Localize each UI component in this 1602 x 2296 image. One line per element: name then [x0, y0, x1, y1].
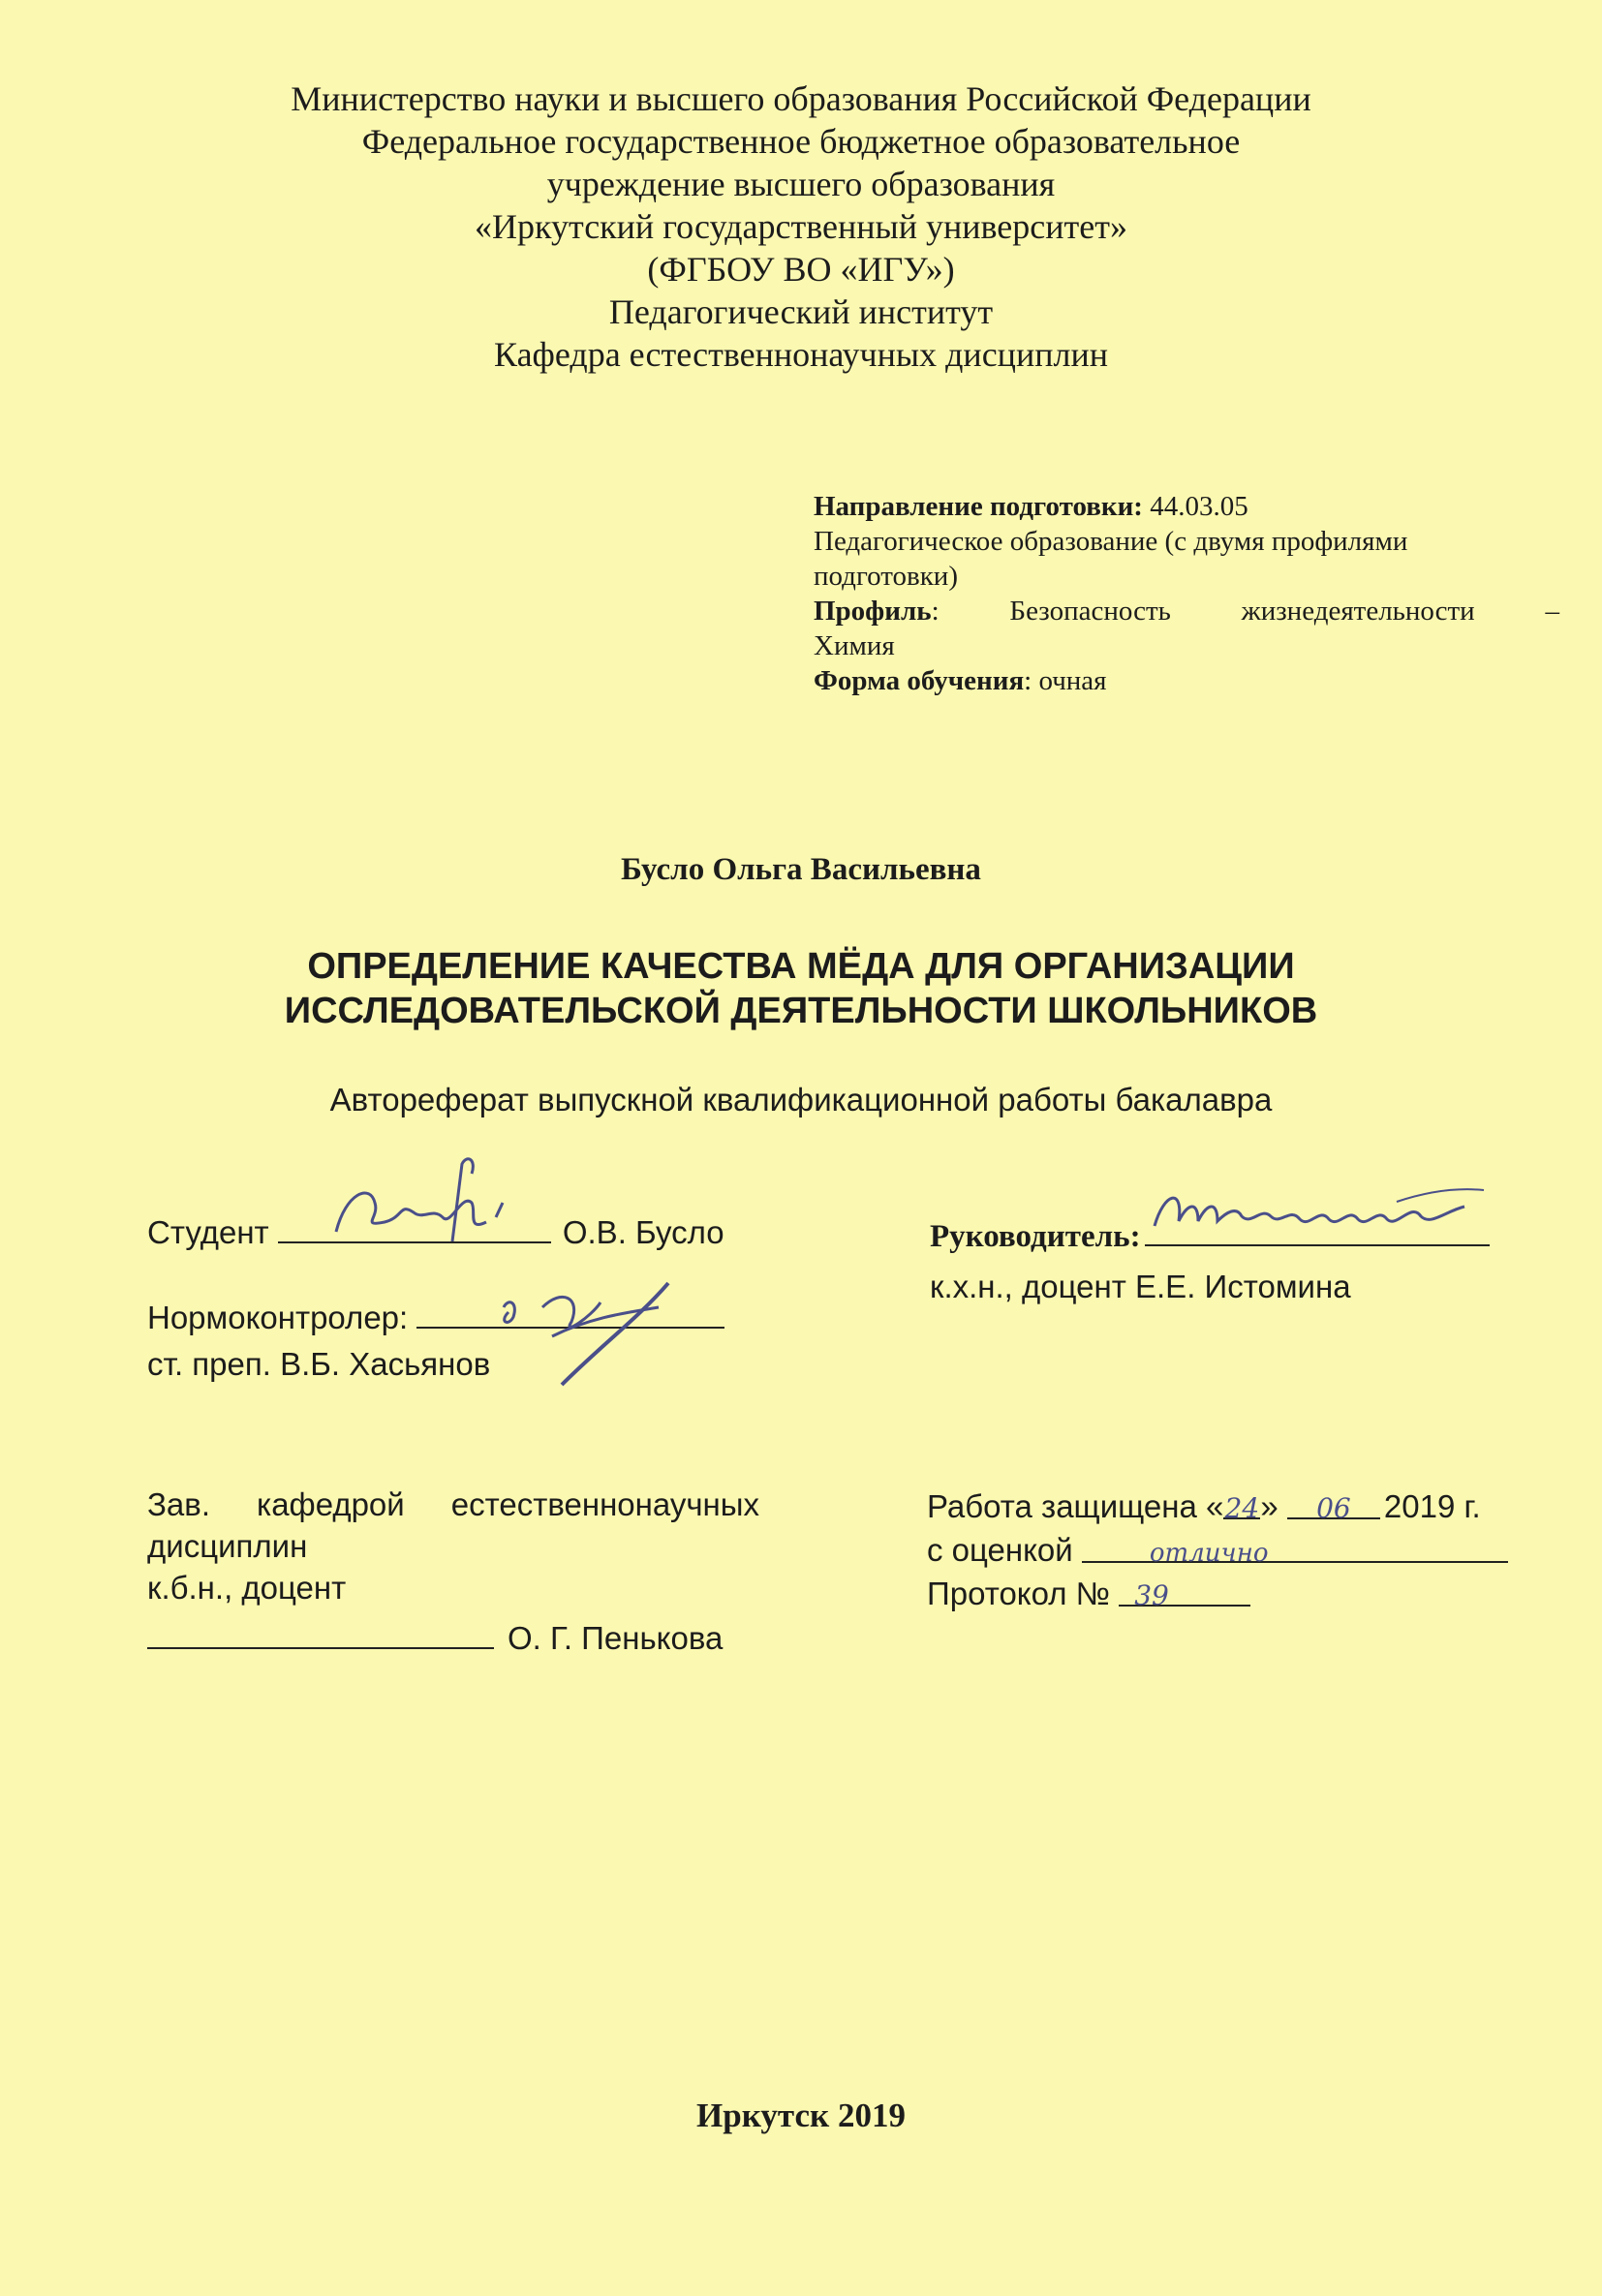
- supervisor-name: к.х.н., доцент Е.Е. Истомина: [930, 1269, 1351, 1304]
- defense-quote: »: [1260, 1488, 1287, 1524]
- supervisor-row: [930, 1215, 1490, 1255]
- header-line: Кафедра естественнонаучных дисциплин: [494, 335, 1108, 374]
- direction-code: 44.03.05: [1142, 491, 1248, 522]
- head-title-line: [147, 1486, 759, 1523]
- title-line: ИССЛЕДОВАТЕЛЬСКОЙ ДЕЯТЕЛЬНОСТИ ШКОЛЬНИКОВ: [284, 991, 1318, 1031]
- student-label: Студент: [147, 1214, 278, 1250]
- grade-line: [1082, 1532, 1508, 1568]
- study-direction-block: [814, 489, 1559, 698]
- head-title-word: Зав.: [147, 1486, 210, 1522]
- header-line: Министерство науки и высшего образования Российской Федерации: [291, 79, 1311, 118]
- head-name: О. Г. Пенькова: [508, 1620, 724, 1656]
- supervisor-signature-line: [1145, 1215, 1490, 1246]
- normcontrol-label: Нормоконтролер:: [147, 1300, 417, 1335]
- normcontrol-row: [147, 1298, 724, 1336]
- grade-label: с оценкой: [927, 1532, 1082, 1568]
- grade-value: отлично: [1149, 1539, 1269, 1568]
- profile-value-cont: Химия: [814, 630, 895, 661]
- defense-year: 2019 г.: [1383, 1488, 1481, 1524]
- direction-name: Педагогическое образование (с двумя профилями: [814, 526, 1408, 557]
- defense-date-row: [927, 1488, 1481, 1525]
- normcontrol-name: ст. преп. В.Б. Хасьянов: [147, 1346, 491, 1382]
- protocol-number: 39: [1134, 1579, 1169, 1611]
- city-year: Иркутск 2019: [696, 2097, 906, 2134]
- institution-header: [0, 77, 1602, 376]
- profile-label: Профиль: [814, 596, 932, 627]
- head-title-word: естественнонаучных: [450, 1486, 759, 1522]
- form-label: Форма обучения: [814, 665, 1025, 696]
- head-degree: к.б.н., доцент: [147, 1570, 347, 1606]
- defense-label: Работа защищена «: [927, 1488, 1224, 1524]
- header-line: «Иркутский государственный университет»: [475, 207, 1127, 246]
- defense-month: 06: [1316, 1492, 1351, 1524]
- protocol-label: Протокол №: [927, 1576, 1120, 1611]
- form-value: : очная: [1024, 665, 1107, 696]
- defense-month-line: [1287, 1488, 1380, 1524]
- header-line: (ФГБОУ ВО «ИГУ»): [647, 250, 955, 289]
- student-signature: [278, 1174, 551, 1251]
- defense-day-line: [1223, 1488, 1260, 1524]
- protocol-row: [927, 1576, 1250, 1612]
- normcontrol-signature-line: [416, 1298, 724, 1329]
- direction-label: Направление подготовки:: [814, 491, 1143, 522]
- profile-value: : Безопасность жизнедеятельности –: [931, 596, 1559, 627]
- head-signature-row: [147, 1618, 723, 1657]
- supervisor-label: Руководитель:: [930, 1219, 1141, 1254]
- protocol-line: [1119, 1576, 1250, 1611]
- defense-grade-row: [927, 1532, 1508, 1569]
- header-line: Федеральное государственное бюджетное образовательное: [361, 122, 1241, 161]
- header-line: учреждение высшего образования: [546, 165, 1056, 203]
- author-name: Бусло Ольга Васильевна: [621, 852, 981, 887]
- head-title-cont: дисциплин: [147, 1528, 308, 1564]
- document-subtitle: Автореферат выпускной квалификационной работы бакалавра: [329, 1082, 1273, 1117]
- student-signature-line: [278, 1212, 551, 1243]
- head-signature-line: [147, 1618, 494, 1649]
- header-line: Педагогический институт: [608, 292, 994, 331]
- head-title-word: кафедрой: [257, 1486, 405, 1522]
- student-name: О.В. Бусло: [562, 1214, 724, 1250]
- title-line: ОПРЕДЕЛЕНИЕ КАЧЕСТВА МЁДА ДЛЯ ОРГАНИЗАЦИИ: [307, 946, 1295, 987]
- supervisor-signature: [1145, 1182, 1490, 1250]
- defense-day: 24: [1224, 1492, 1260, 1524]
- thesis-title: [0, 944, 1602, 1033]
- student-row: [147, 1212, 724, 1251]
- direction-name-cont: подготовки): [814, 561, 958, 592]
